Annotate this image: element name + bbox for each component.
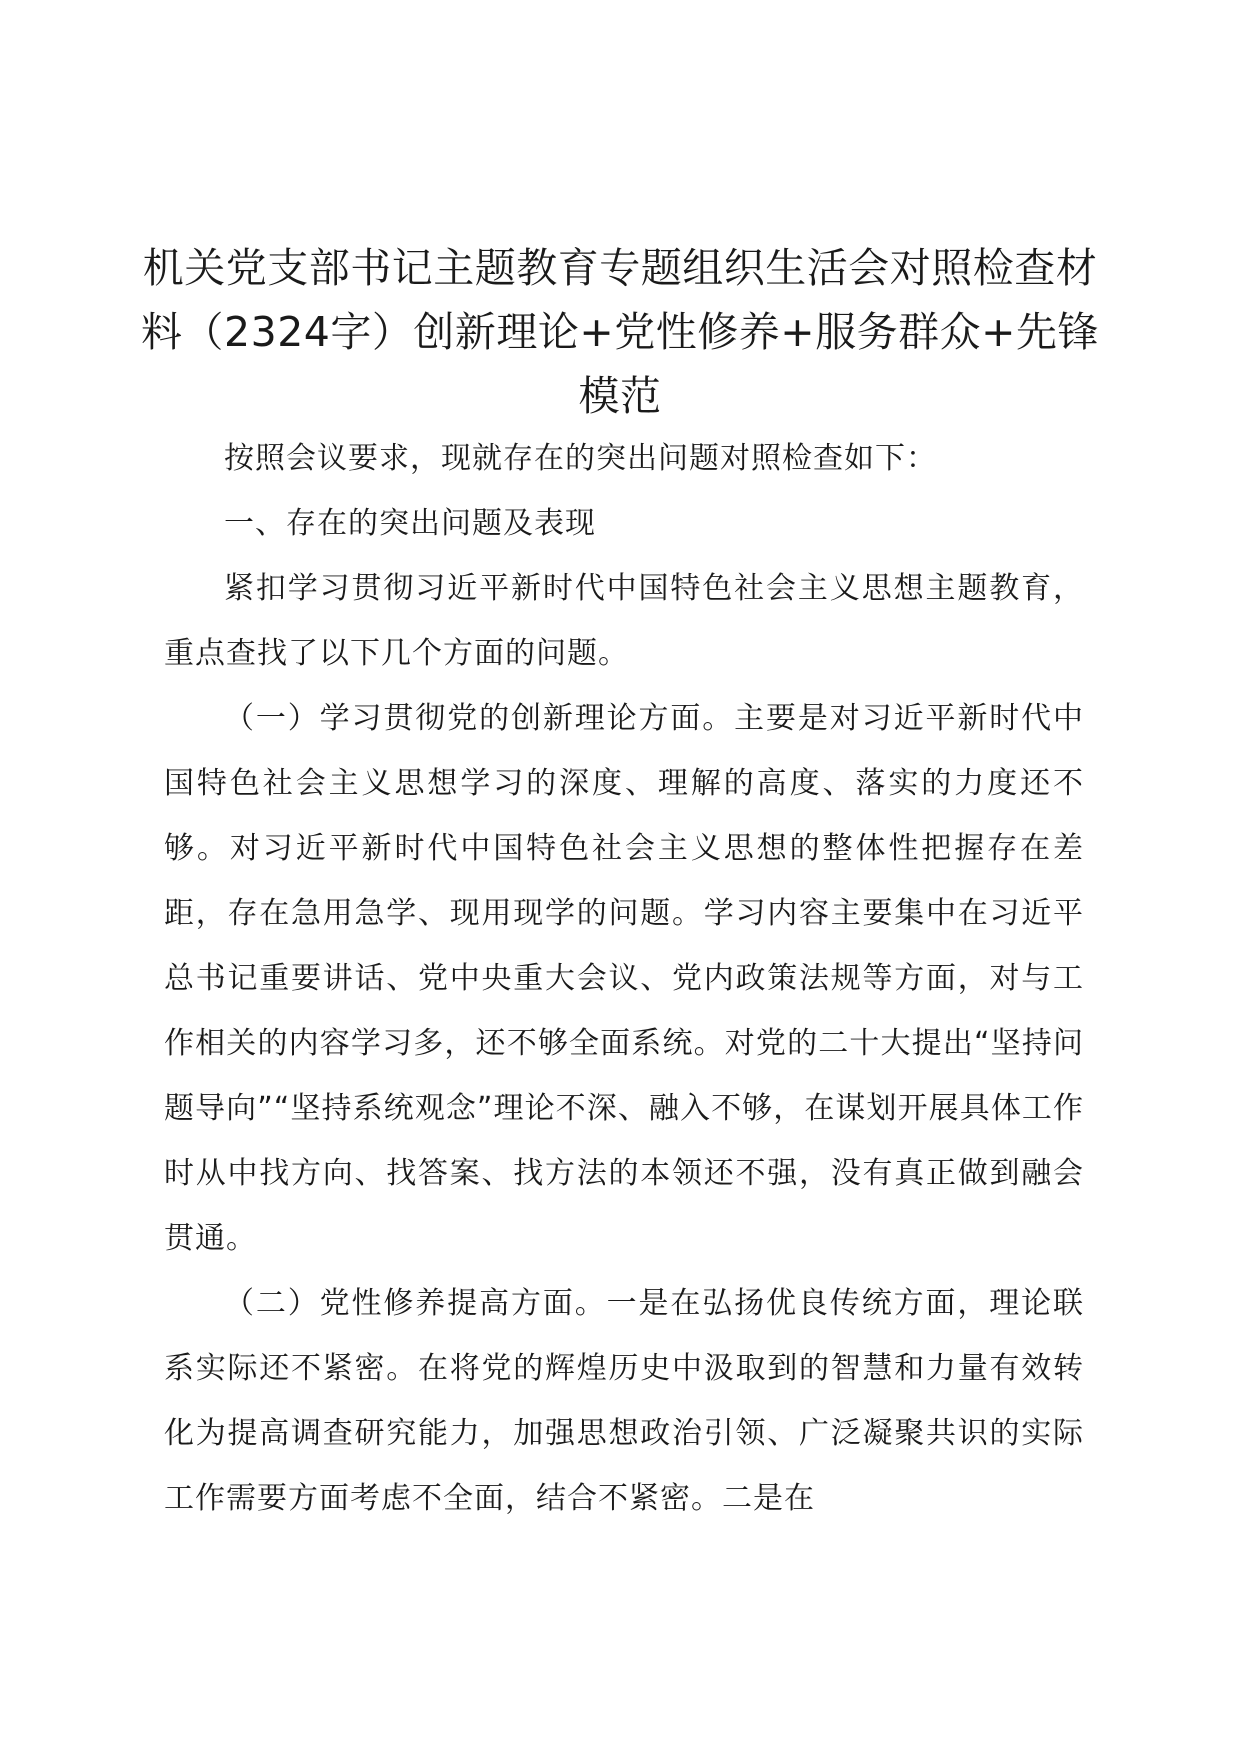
section-heading-1: 一、存在的突出问题及表现 — [224, 506, 596, 541]
body-paragraph: 紧扣学习贯彻习近平新时代中国特色社会主义思想主题教育，重点查找了以下几个方面的问题。 — [164, 571, 1084, 671]
body-paragraph: （一）学习贯彻党的创新理论方面。主要是对习近平新时代中国特色社会主义思想学习的深度、理解的高度、落实的力度还不够。对习近平新时代中国特色社会主义思想的整体性把握存在差距，存在急用急学、现用现学的问题。学习内容主要集中在习近平总书记重要讲话、党中央重大会议、党内政策法规等方面，对与工作相关的内容学习多，还不够全面系统。对党的二十大提出“坚持问题导向”“坚持系统观念”理论不深、融入不够，在谋划开展具体工作时从中找方向、找答案、找方法的本领还不强，没有真正做到融会贯通。 — [164, 701, 1084, 1256]
document-title: 机关党支部书记主题教育专题组织生活会对照检查材料（2324字）创新理论+党性修养+服务群众+先锋模范 — [141, 244, 1099, 420]
document-body — [164, 426, 1084, 1531]
intro-paragraph: 按照会议要求，现就存在的突出问题对照检查如下： — [224, 441, 937, 476]
body-paragraph: （二）党性修养提高方面。一是在弘扬优良传统方面，理论联系实际还不紧密。在将党的辉煌历史中汲取到的智慧和力量有效转化为提高调查研究能力，加强思想政治引领、广泛凝聚共识的实际工作需要方面考虑不全面，结合不紧密。二是在 — [164, 1286, 1084, 1516]
